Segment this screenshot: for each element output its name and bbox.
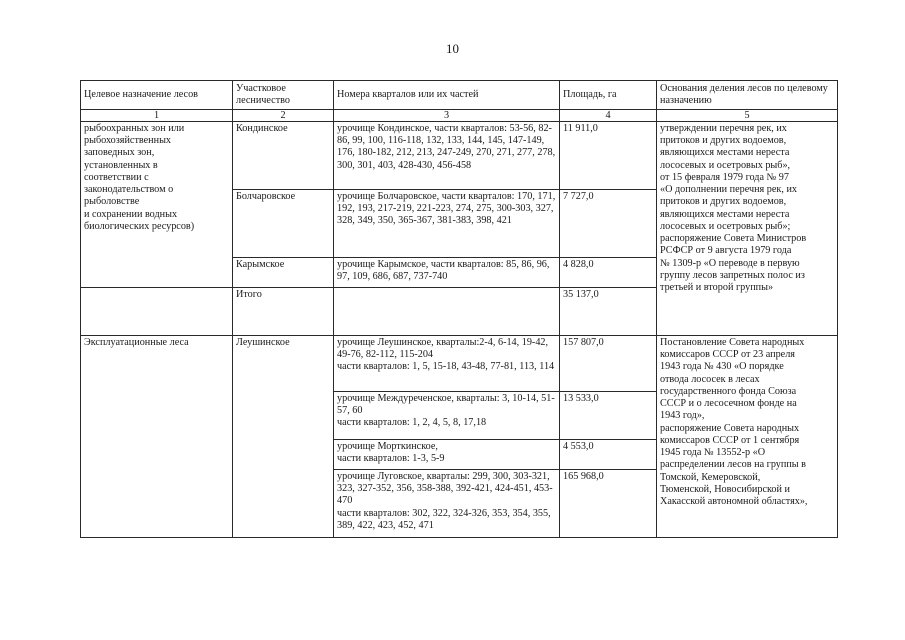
total-label: Итого <box>233 288 334 336</box>
basis-line: распоряжение Совета народных <box>660 422 800 434</box>
basis-line: от 15 февраля 1979 года № 97 <box>660 171 789 183</box>
basis-line: утверждении перечня рек, их <box>660 123 787 134</box>
basis-line: Постановление Совета народных <box>660 337 805 348</box>
quarters-cell: урочище Болчаровское, части кварталов: 170, 171, 192, 193, 217-219, 221-223, 274, 275, 300-303, 327, 328, 349, 350, 365-367, 381-383, 398, 421 <box>334 190 560 258</box>
purpose-cell-1 <box>81 122 233 288</box>
quarters-text: урочище Леушинское, кварталы:2-4, 6-14, 19-42, 49-76, 82-112, 115-204 <box>337 337 549 361</box>
area-cell: 4 828,0 <box>560 258 657 288</box>
basis-line: Томской, Кемеровской, <box>660 471 761 483</box>
purpose-line: соответствии с <box>84 171 149 183</box>
basis-line: отвода лососек в лесах <box>660 373 760 385</box>
forest-purpose-table <box>80 80 838 538</box>
area-cell: 165 968,0 <box>560 470 657 538</box>
basis-line: являющихся местами нереста <box>660 147 790 159</box>
purpose-line: рыболовстве <box>84 196 140 208</box>
column-number: 3 <box>334 110 560 122</box>
basis-cell-1 <box>657 122 838 336</box>
quarters-cell-empty <box>334 288 560 336</box>
quarters-cell: урочище Кондинское, части кварталов: 53-56, 82-86, 99, 100, 116-118, 132, 133, 144, 145, 147-149, 176, 180-182, 212, 213, 247-249, 270, 271, 277, 278, 300, 301, 403, 428-430, 456-458 <box>334 122 560 190</box>
forestry-cell: Болчаровское <box>233 190 334 258</box>
basis-line: притоков и других водоемов, <box>660 196 787 208</box>
basis-line: Хакасской автономной областях», <box>660 496 808 508</box>
basis-line: распределении лесов на группы в <box>660 459 806 471</box>
basis-line: комиссаров СССР от 23 апреля <box>660 349 795 361</box>
quarters-cell <box>334 470 560 538</box>
column-number: 5 <box>657 110 838 122</box>
area-cell: 11 911,0 <box>560 122 657 190</box>
basis-line: РСФСР от 9 августа 1979 года <box>660 245 792 257</box>
header-quarters: Номера кварталов или их частей <box>334 81 560 110</box>
quarters-text: урочище Морткинское, <box>337 441 438 452</box>
purpose-line: рыбоохранных зон или <box>84 123 185 134</box>
basis-line: «О дополнении перечня рек, их <box>660 184 797 196</box>
basis-line: притоков и других водоемов, <box>660 135 787 147</box>
purpose-line: установленных в <box>84 159 158 171</box>
column-number-row <box>81 110 838 122</box>
basis-line: группу лесов запретных полос из <box>660 269 805 281</box>
basis-line: комиссаров СССР от 1 сентября <box>660 434 800 446</box>
parts-text: части кварталов: 1-3, 5-9 <box>337 453 445 465</box>
quarters-text: урочище Междуреченское, кварталы: 3, 10-14, 51-57, 60 <box>337 393 555 417</box>
purpose-cell-empty <box>81 288 233 336</box>
quarters-cell <box>334 440 560 470</box>
quarters-cell <box>334 336 560 392</box>
header-forestry: Участковое лесничество <box>233 81 334 110</box>
table-header-row <box>81 81 838 110</box>
header-area: Площадь, га <box>560 81 657 110</box>
basis-line: Тюменской, Новосибирской и <box>660 483 790 495</box>
parts-text: части кварталов: 302, 322, 324-326, 353, 354, 355, 389, 422, 423, 452, 471 <box>337 507 551 531</box>
basis-line: 1945 года № 13552-р «О <box>660 447 766 459</box>
forestry-cell: Леушинское <box>233 336 334 538</box>
parts-text: части кварталов: 1, 5, 15-18, 43-48, 77-81, 113, 114 <box>337 361 555 373</box>
parts-text: части кварталов: 1, 2, 4, 5, 8, 17,18 <box>337 417 487 429</box>
table-row <box>81 122 838 190</box>
basis-line: 1943 год», <box>660 410 705 422</box>
column-number: 4 <box>560 110 657 122</box>
column-number: 1 <box>81 110 233 122</box>
basis-line: 1943 года № 430 «О порядке <box>660 361 784 373</box>
purpose-cell-2: Эксплуатационные леса <box>81 336 233 538</box>
purpose-line: заповедных зон, <box>84 147 155 159</box>
total-area: 35 137,0 <box>560 288 657 336</box>
basis-line: СССР и о лесосечном фонде на <box>660 398 797 410</box>
area-cell: 4 553,0 <box>560 440 657 470</box>
header-basis: Основания деления лесов по целевому назначению <box>657 81 838 110</box>
page-number: 10 <box>446 41 459 56</box>
purpose-line: и сохранении водных <box>84 208 178 220</box>
basis-line: являющихся местами нереста <box>660 208 790 220</box>
area-cell: 13 533,0 <box>560 392 657 440</box>
quarters-cell: урочище Карымское, части кварталов: 85, 86, 96, 97, 109, 686, 687, 737-740 <box>334 258 560 288</box>
basis-line: лососевых и осетровых рыб»; <box>660 220 791 232</box>
quarters-cell <box>334 392 560 440</box>
purpose-line: законодательством о <box>84 184 174 196</box>
column-number: 2 <box>233 110 334 122</box>
basis-cell-2 <box>657 336 838 538</box>
basis-line: третьей и второй группы» <box>660 282 774 294</box>
quarters-text: урочище Луговское, кварталы: 299, 300, 303-321, 323, 327-352, 356, 358-388, 392-421, 424-451, 453-470 <box>337 471 553 507</box>
basis-line: государственного фонда Союза <box>660 385 797 397</box>
forestry-cell: Кондинское <box>233 122 334 190</box>
table-row <box>81 336 838 392</box>
forestry-cell: Карымское <box>233 258 334 288</box>
purpose-line: рыбохозяйственных <box>84 135 172 147</box>
header-purpose: Целевое назначение лесов <box>81 81 233 110</box>
basis-line: лососевых и осетровых рыб», <box>660 159 791 171</box>
area-cell: 7 727,0 <box>560 190 657 258</box>
basis-line: № 1309-р «О переводе в первую <box>660 257 800 269</box>
area-cell: 157 807,0 <box>560 336 657 392</box>
basis-line: распоряжение Совета Министров <box>660 233 807 245</box>
purpose-line: биологических ресурсов) <box>84 220 195 232</box>
